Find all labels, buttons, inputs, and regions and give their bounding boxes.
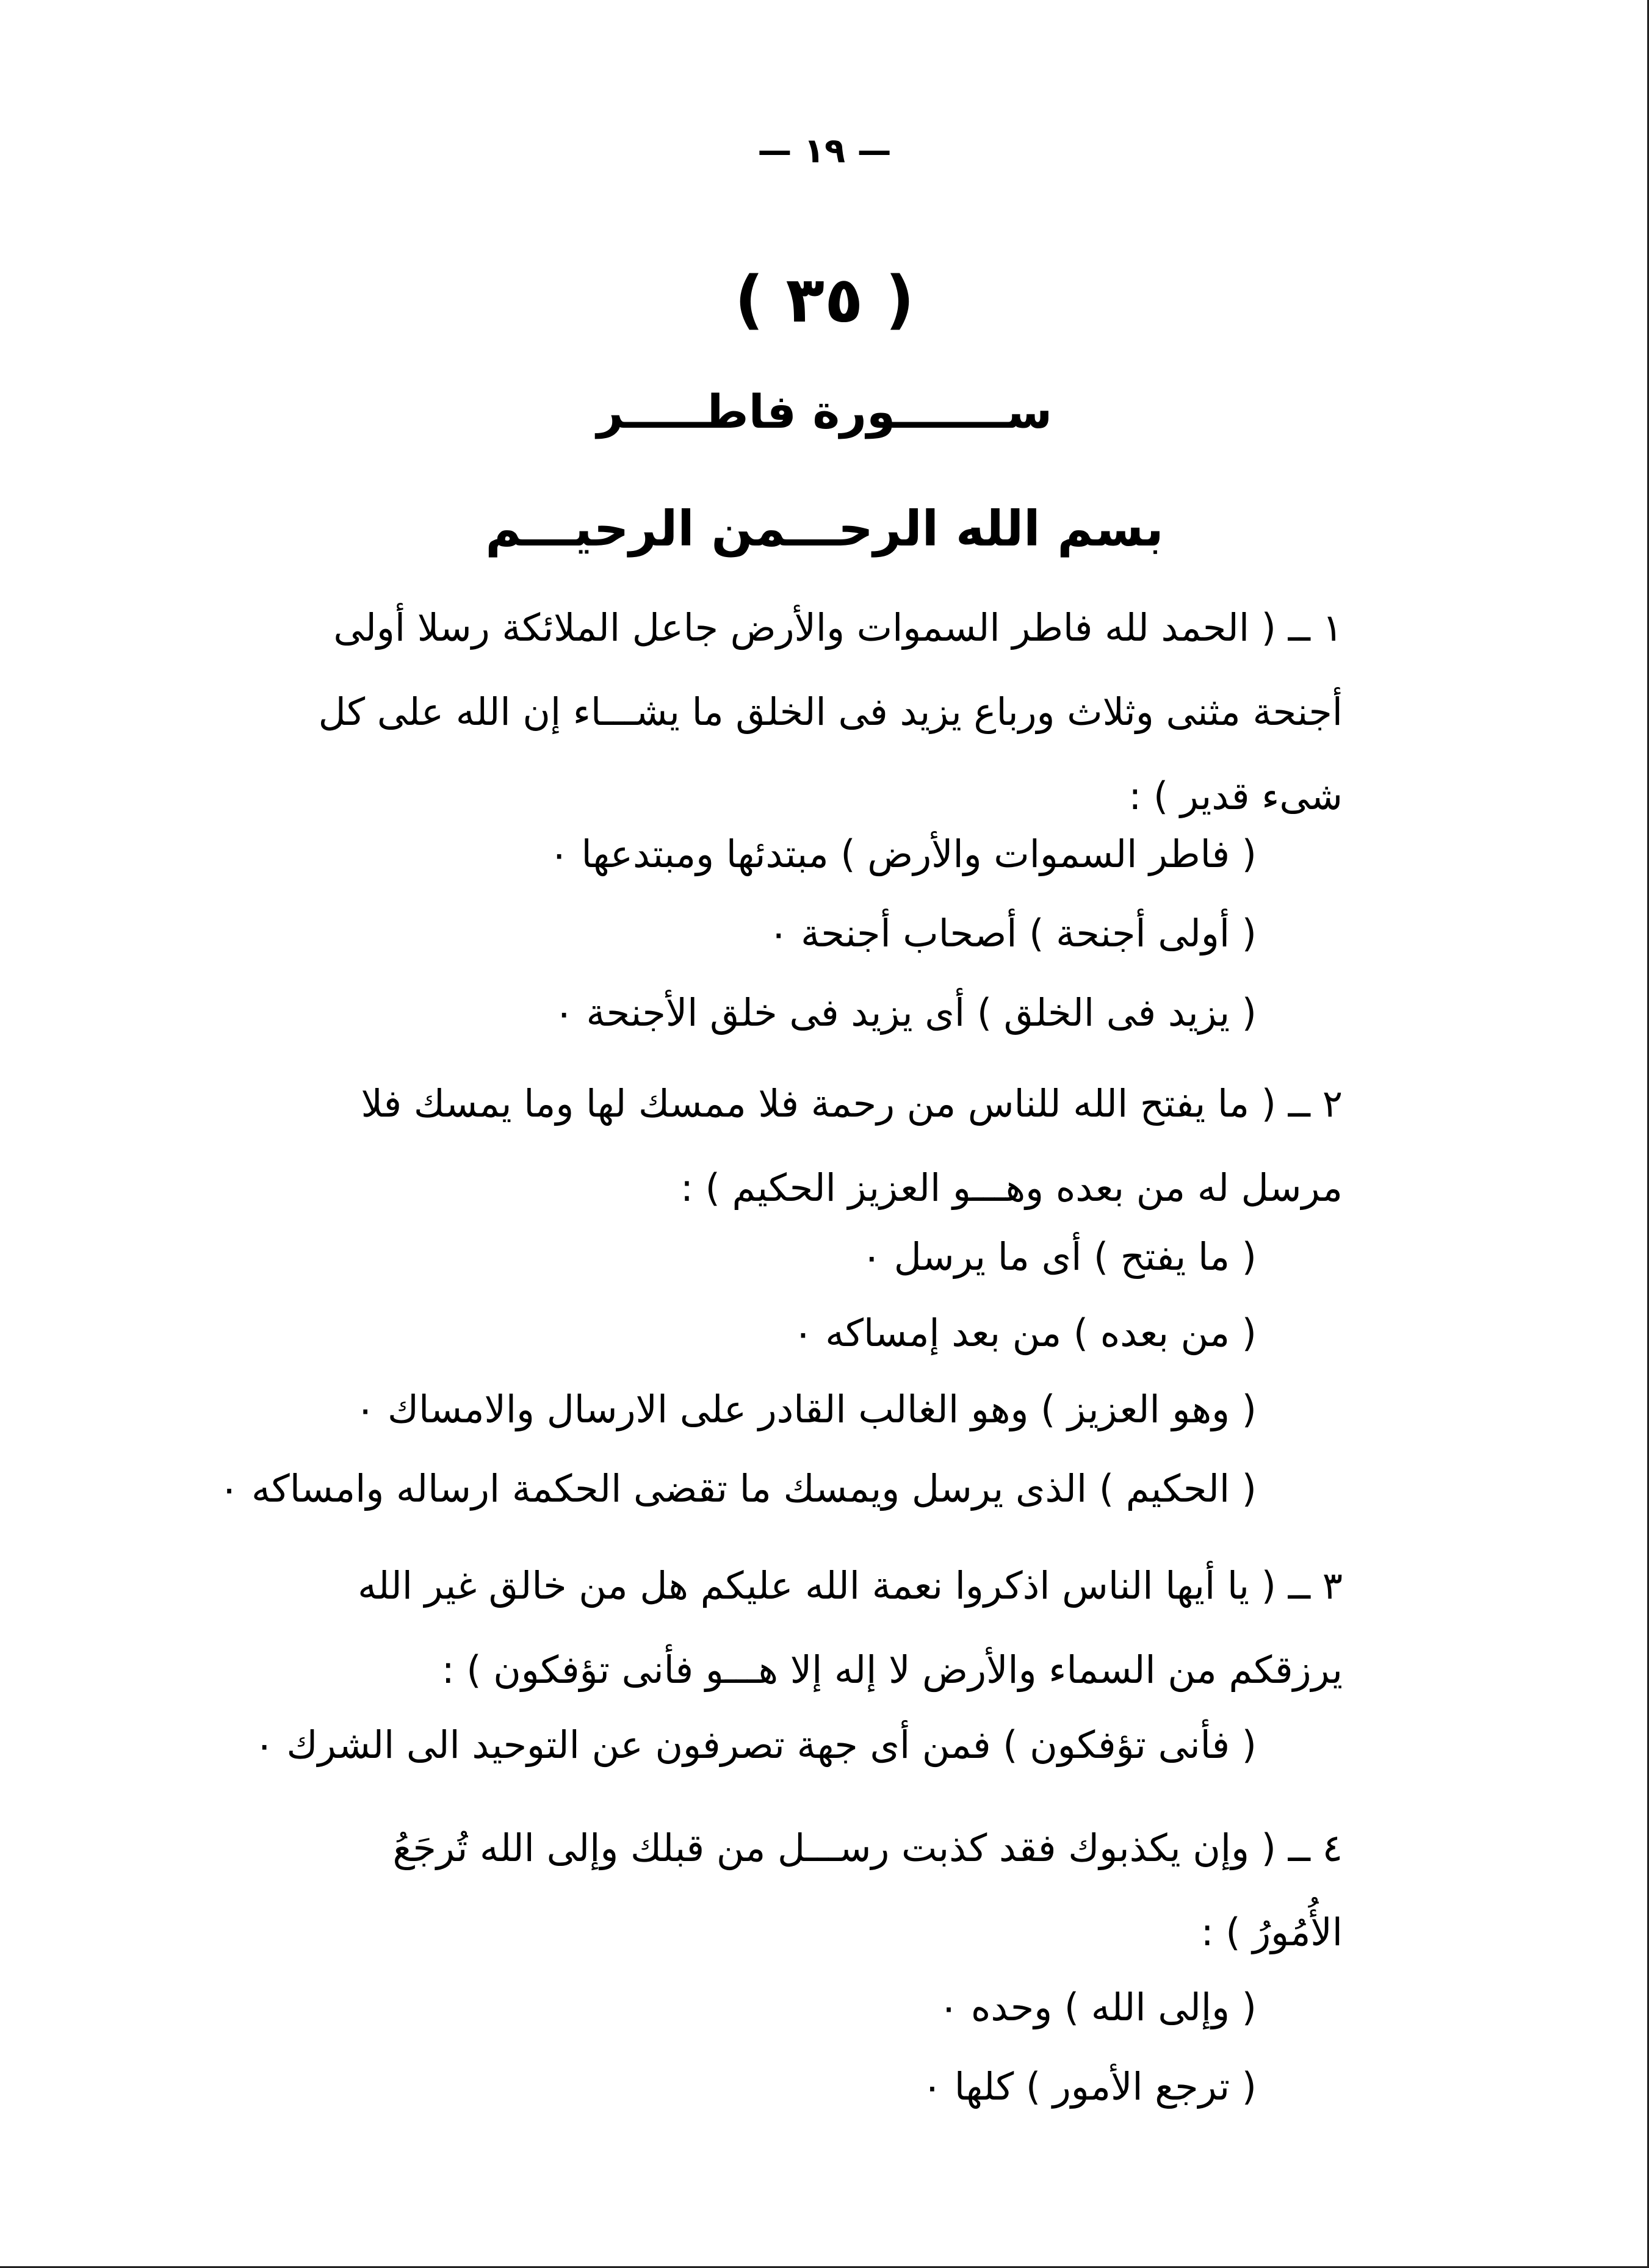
verse-line: ٤ ــ ( وإن يكذبوك فقد كذبت رســـل من قبلك وإلى الله تُرجَعُ bbox=[392, 1826, 1343, 1870]
verse-line: أجنحة مثنى وثلاث ورباع يزيد فى الخلق ما يشـــاء إن الله على كل bbox=[318, 689, 1343, 734]
gloss-item: ( يزيد فى الخلق ) أى يزيد فى خلق الأجنحة ٠ bbox=[554, 990, 1257, 1035]
verse-3 bbox=[269, 1544, 1343, 1712]
gloss-item: ( من بعده ) من بعد إمساكه ٠ bbox=[793, 1311, 1257, 1355]
gloss-item: ( ترجع الأمور ) كلها ٠ bbox=[922, 2064, 1257, 2109]
verse-4 bbox=[269, 1806, 1343, 1975]
verse-line: مرسل له من بعده وهـــو العزيز الحكيم ) : bbox=[680, 1165, 1343, 1210]
sura-title: ســـــــورة فاطـــــر bbox=[596, 384, 1053, 439]
verse-1 bbox=[269, 586, 1343, 838]
gloss-item: ( وإلى الله ) وحده ٠ bbox=[938, 1985, 1257, 2029]
verse-line: الأُمُورُ ) : bbox=[1200, 1910, 1343, 1954]
gloss-item: ( ما يفتح ) أى ما يرسل ٠ bbox=[861, 1234, 1257, 1279]
verse-line: شىء قدير ) : bbox=[1128, 774, 1343, 818]
gloss-item: ( الحكيم ) الذى يرسل ويمسك ما تقضى الحكمة ارساله وامساكه ٠ bbox=[218, 1466, 1257, 1511]
page-number: — ١٩ — bbox=[757, 131, 892, 171]
verse-line: ٢ ــ ( ما يفتح الله للناس من رحمة فلا ممسك لها وما يمسك فلا bbox=[361, 1081, 1343, 1126]
verse-line: ١ ــ ( الحمد لله فاطر السموات والأرض جاعل الملائكة رسلا أولى bbox=[333, 605, 1343, 650]
gloss-item: ( فأنى تؤفكون ) فمن أى جهة تصرفون عن التوحيد الى الشرك ٠ bbox=[254, 1723, 1257, 1767]
gloss-item: ( أولى أجنحة ) أصحاب أجنحة ٠ bbox=[768, 911, 1257, 956]
verse-line: يرزقكم من السماء والأرض لا إله إلا هـــو فأنى تؤفكون ) : bbox=[441, 1647, 1343, 1692]
verse-line: ٣ ــ ( يا أيها الناس اذكروا نعمة الله عليكم هل من خالق غير الله bbox=[358, 1563, 1343, 1608]
basmala: بسم الله الرحـــمن الرحيـــم bbox=[485, 500, 1164, 557]
gloss-item: ( فاطر السموات والأرض ) مبتدئها ومبتدعها ٠ bbox=[549, 832, 1257, 876]
verse-2 bbox=[269, 1062, 1343, 1230]
gloss-item: ( وهو العزيز ) وهو الغالب القادر على الارسال والامساك ٠ bbox=[355, 1387, 1257, 1431]
sura-number: ( ٣٥ ) bbox=[734, 262, 915, 337]
